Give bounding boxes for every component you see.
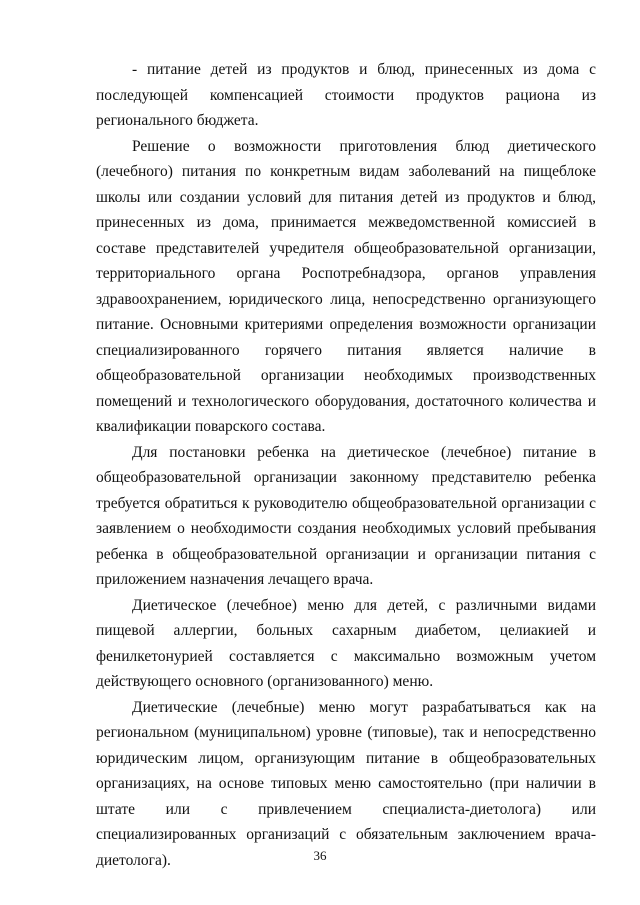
paragraph-4: Диетическое (лечебное) меню для детей, с различными видами пищевой аллергии, больных сахарным диабетом, целиакией и фенилкетонурией составляется с максимально возможным учетом действующего основного (организованного) меню. [96, 596, 596, 690]
paragraph-3: Для постановки ребенка на диетическое (лечебное) питание в общеобразовательной организации законному представителю ребенка требуется обратиться к руководителю общеобразовательной организации с заявлением о необходимости создания необходимых условий пребывания ребенка в общеобразовательной организации и организации питания с приложением назначения лечащего врача. [96, 443, 596, 588]
document-body [96, 57, 596, 873]
paragraph-5: Диетические (лечебные) меню могут разрабатываться как на региональном (муниципальном) уровне (типовые), так и непосредственно юридическим лицом, организующим питание в общеобразовательных организациях, на основе типовых меню самостоятельно (при наличии в штате или с привлечением специалиста-диетолога) или специализированных организаций с обязательным заключением врача-диетолога). [96, 698, 596, 869]
page-number: 36 [313, 848, 327, 863]
paragraph-1: - питание детей из продуктов и блюд, принесенных из дома с последующей компенсацией стоимости продуктов рациона из регионального бюджета. [96, 61, 596, 129]
paragraph-2: Решение о возможности приготовления блюд диетического (лечебного) питания по конкретным видам заболеваний на пищеблоке школы или создании условий для питания детей из продуктов и блюд, принесенных из дома, принимается межведомственной комиссией в составе представителей учредителя общеобразовательной организации, территориального органа Роспотребнадзора, органов управления здравоохранением, юридического лица, непосредственно организующего питание. Основными критериями определения возможности организации специализированного горячего питания является наличие в общеобразовательной организации необходимых производственных помещений и технологического оборудования, достаточного количества и квалификации поварского состава. [96, 137, 596, 435]
